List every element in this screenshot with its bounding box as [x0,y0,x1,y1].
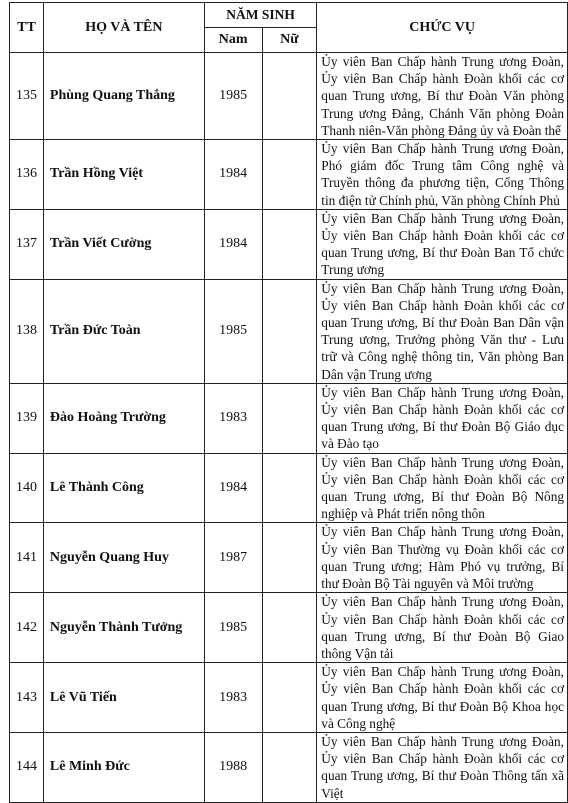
birth-year-male: 1985 [204,593,262,663]
header-position: CHỨC VỤ [317,3,568,53]
birth-year-female [262,523,317,593]
member-name: Lê Vũ Tiến [43,663,204,733]
member-name: Trần Đức Toàn [43,279,204,383]
member-name: Đào Hoàng Trường [43,383,204,453]
table-row [10,663,568,733]
header-row [10,3,568,28]
row-number: 143 [10,663,44,733]
birth-year-female [262,453,317,523]
birth-year-male: 1983 [204,663,262,733]
member-position: Ủy viên Ban Chấp hành Trung ương Đoàn, Ủy viên Ban Chấp hành Đoàn khối các cơ quan Trung ương, Bí thư Đoàn Văn phòng Trung ương Đảng, Chánh Văn phòng Đoàn Thanh niên-Văn phòng Đảng ủy và Đoàn thể [317,53,568,140]
table-row [10,279,568,383]
table-row [10,140,568,210]
member-name: Nguyễn Thành Tưởng [43,593,204,663]
member-position: Ủy viên Ban Chấp hành Trung ương Đoàn, Ủy viên Ban Thường vụ Đoàn khối các cơ quan Trung ương; Hàm Phó vụ trưởng, Bí thư Đoàn Bộ Tài nguyên và Môi trường [317,523,568,593]
row-number: 135 [10,53,44,140]
header-male: Nam [204,28,262,53]
birth-year-male: 1985 [204,279,262,383]
table-row [10,209,568,279]
table-row [10,453,568,523]
row-number: 139 [10,383,44,453]
birth-year-male: 1984 [204,209,262,279]
birth-year-male: 1987 [204,523,262,593]
table-row [10,732,568,802]
table-row [10,593,568,663]
birth-year-female [262,593,317,663]
table-row [10,53,568,140]
table-row [10,383,568,453]
member-position: Ủy viên Ban Chấp hành Trung ương Đoàn, Ủy viên Ban Chấp hành Đoàn khối các cơ quan Trung ương, Bí thư Đoàn Bộ Giáo dục và Đào tạo [317,383,568,453]
birth-year-female [262,53,317,140]
row-number: 136 [10,140,44,210]
member-position: Ủy viên Ban Chấp hành Trung ương Đoàn, Ủy viên Ban Chấp hành Đoàn khối các cơ quan Trung ương, Bí thư Đoàn Thông tấn xã Việt [317,732,568,802]
member-table [9,2,568,803]
row-number: 137 [10,209,44,279]
row-number: 142 [10,593,44,663]
table-body [10,53,568,803]
birth-year-male: 1985 [204,53,262,140]
birth-year-female [262,209,317,279]
birth-year-female [262,279,317,383]
table-row [10,523,568,593]
header-birth-year: NĂM SINH [204,3,317,28]
birth-year-male: 1988 [204,732,262,802]
row-number: 140 [10,453,44,523]
header-tt: TT [10,3,44,53]
header-name: HỌ VÀ TÊN [43,3,204,53]
member-name: Nguyễn Quang Huy [43,523,204,593]
birth-year-female [262,383,317,453]
member-name: Lê Thành Công [43,453,204,523]
row-number: 144 [10,732,44,802]
header-female: Nữ [262,28,317,53]
member-position: Ủy viên Ban Chấp hành Trung ương Đoàn, Ủy viên Ban Chấp hành Đoàn khối các cơ quan Trung ương, Bí thư Đoàn Ban Dân vận Trung ương, Trưởng phòng Văn thư - Lưu trữ và Công nghệ thông tin, Văn phòng Ban Dân vận Trung ương [317,279,568,383]
member-position: Ủy viên Ban Chấp hành Trung ương Đoàn, Ủy viên Ban Chấp hành Đoàn khối các cơ quan Trung ương, Bí thư Đoàn Bộ Khoa học và Công nghệ [317,663,568,733]
member-position: Ủy viên Ban Chấp hành Trung ương Đoàn, Ủy viên Ban Chấp hành Đoàn khối các cơ quan Trung ương, Bí thư Đoàn Bộ Nông nghiệp và Phát triển nông thôn [317,453,568,523]
member-name: Trần Hồng Việt [43,140,204,210]
table-header [10,3,568,53]
birth-year-female [262,140,317,210]
row-number: 141 [10,523,44,593]
member-position: Ủy viên Ban Chấp hành Trung ương Đoàn, Ủy viên Ban Chấp hành Đoàn khối các cơ quan Trung ương, Bí thư Đoàn Ban Tổ chức Trung ương [317,209,568,279]
birth-year-male: 1984 [204,140,262,210]
birth-year-female [262,663,317,733]
birth-year-male: 1984 [204,453,262,523]
member-position: Ủy viên Ban Chấp hành Trung ương Đoàn, Ủy viên Ban Chấp hành Đoàn khối các cơ quan Trung ương, Bí thư Đoàn Bộ Giao thông Vận tải [317,593,568,663]
row-number: 138 [10,279,44,383]
member-position: Ủy viên Ban Chấp hành Trung ương Đoàn, Phó giám đốc Trung tâm Công nghệ và Truyền thông đa phương tiện, Cổng Thông tin điện tử Chính phủ, Văn phòng Chính Phủ [317,140,568,210]
member-name: Phùng Quang Thắng [43,53,204,140]
birth-year-female [262,732,317,802]
member-name: Trần Viết Cường [43,209,204,279]
member-name: Lê Minh Đức [43,732,204,802]
birth-year-male: 1983 [204,383,262,453]
